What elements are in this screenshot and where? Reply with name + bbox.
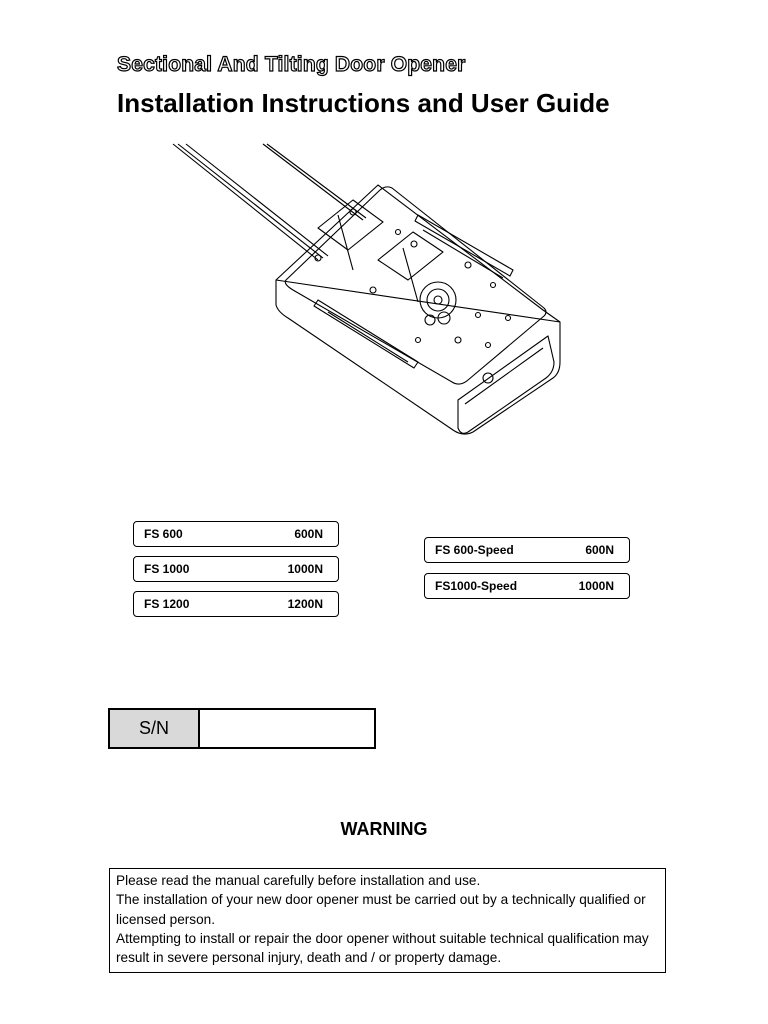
model-fs600-speed-box: [424, 537, 630, 563]
model-force: 1200N: [287, 597, 323, 611]
model-name: FS 600: [144, 527, 183, 541]
door-opener-motor-unit-drawing-icon: [168, 140, 568, 445]
warning-line: Attempting to install or repair the door opener without suitable technical qualification may result in severe personal injury, death and / or property damage.: [116, 930, 649, 966]
model-fs1000-box: [133, 556, 339, 582]
serial-number-label: S/N: [110, 710, 200, 747]
model-name: FS 1000: [144, 562, 190, 576]
model-force: 600N: [585, 543, 614, 557]
warning-line: The installation of your new door opener must be carried out by a technically qualified or licensed person.: [116, 892, 646, 927]
warning-heading: WARNING: [340, 819, 428, 839]
warning-line: Please read the manual carefully before installation and use.: [116, 873, 481, 888]
document-title: Installation Instructions and User Guide: [117, 88, 610, 118]
model-fs1200-box: [133, 591, 339, 617]
model-force: 600N: [294, 527, 323, 541]
model-force: 1000N: [578, 579, 614, 593]
serial-number-field[interactable]: [200, 710, 374, 747]
model-name: FS 1200: [144, 597, 190, 611]
warning-box: [109, 868, 666, 973]
model-name: FS 600-Speed: [435, 543, 514, 557]
document-subtitle: Sectional And Tilting Door Opener: [117, 53, 466, 76]
model-fs600-box: [133, 521, 339, 547]
model-name: FS1000-Speed: [435, 579, 518, 593]
model-fs1000-speed-box: [424, 573, 630, 599]
model-force: 1000N: [287, 562, 323, 576]
serial-number-box: [108, 708, 376, 749]
